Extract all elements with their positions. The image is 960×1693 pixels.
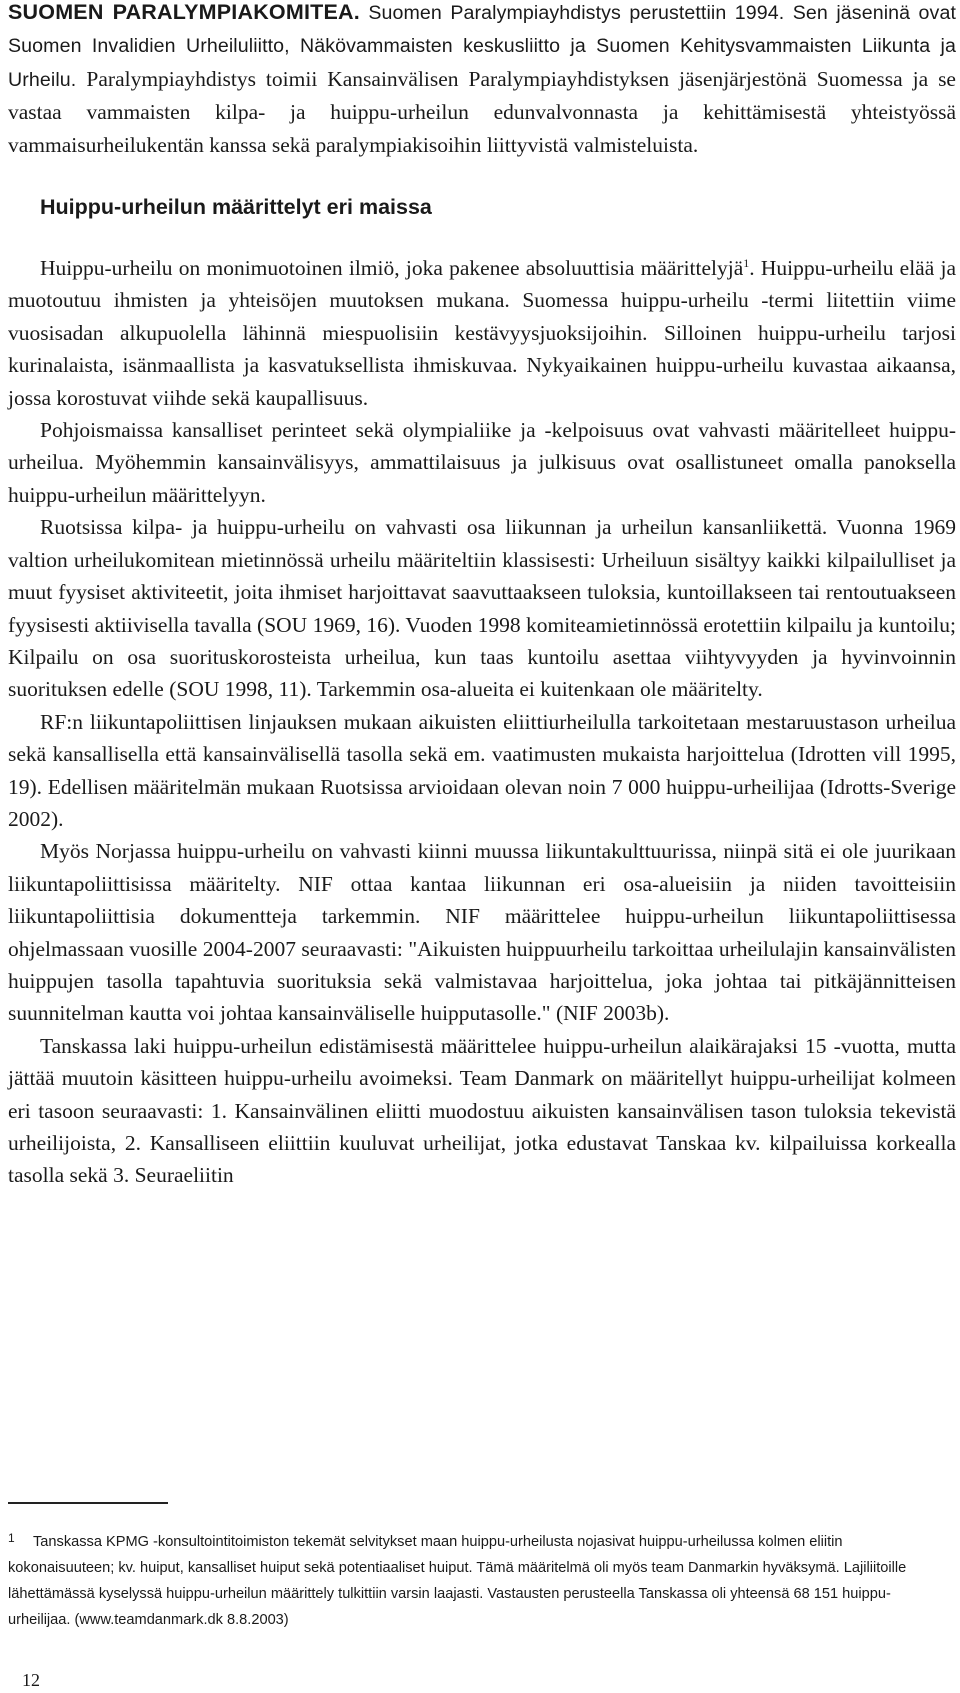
paragraph-1-text-a: Huippu-urheilu on monimuotoinen ilmiö, joka pakenee absoluuttisia määrittelyjä <box>40 256 744 281</box>
paragraph-5: Myös Norjassa huippu-urheilu on vahvasti kiinni muussa liikuntakulttuurissa, niinpä sitä ei ole juurikaan liikuntapoliittisissa määritelty. NIF ottaa kantaa liikunnan eri osa-alueisiin ja niiden tavoitteisiin liikuntapoliittisia dokumentteja tarkemmin. NIF määrittelee huippu-urheilun liikuntapoliittisessa ohjelmassaan vuosille 2004-2007 seuraavasti: "Aikuisten huippuurheilu tarkoittaa urheilulajin kansainvälisten huippujen tasolla tapahtuvia suorituksia sekä valmistavaa harjoittelua, joka johtaa tai pitkäjännitteisen suunnitelman kautta voi johtaa kansainväliselle huipputasolle." (NIF 2003b). <box>8 839 956 1026</box>
footnote-divider <box>8 1502 168 1504</box>
paragraph-6: Tanskassa laki huippu-urheilun edistämisestä määrittelee huippu-urheilun alaikärajaksi 15 -vuotta, mutta jättää muutoin käsitteen huippu-urheilu avoimeksi. Team Danmark on määritellyt huippu-urheilijat kolmeen eri tasoon seuraavasti: 1. Kansainvälinen eliitti muodostuu aikuisten kansainvälisen tason tuloksia tekevistä urheilijoista, 2. Kansalliseen eliittiin kuuluvat urheilijat, jotka edustavat Tanskaa kv. kilpailuissa korkealla tasolla sekä 3. Seuraeliitin <box>8 1033 956 1188</box>
section-lead: SUOMEN PARALYMPIAKOMITEA. <box>8 0 360 24</box>
footnote-number: 1 <box>8 1531 15 1545</box>
paragraph-2: Pohjoismaissa kansalliset perinteet sekä olympialiike ja -kelpoisuus ovat vahvasti määritelleet huippu-urheilua. Myöhemmin kansainvälisyys, ammattilaisuus ja julkisuus ovat osallistuneet omalla panoksella huippu-urheilun määrittelyyn. <box>8 418 956 507</box>
paragraph-1-text-b: . Huippu-urheilu elää ja muotoutuu ihmisten ja yhteisöjen muutoksen mukana. Suomessa huippu-urheilu -termi liitettiin viime vuosisadan alkupuolella lähinnä miespuolisiin kestävyysjuoksijoihin. Silloinen huippu-urheilu tarjosi kurinalaista, isänmaallista ja kasvatuksellista ihmiskuvaa. Nykyaikainen huippu-urheilu kuvastaa aikaansa, jossa korostuvat viihde sekä kaupallisuus. <box>8 256 956 410</box>
footnote-reference: 1 <box>743 255 750 270</box>
intro-text-serif: Paralympiayhdistys toimii Kansainvälisen Paralympiayhdistyksen jäsenjärjestönä Suomessa ja se vastaa vammaisten kilpa- ja huippu-urheilun edunvalvonnasta ja kehittämisestä yhteistyössä vammaisurheilukentän kanssa sekä paralympiakisoihin liittyvistä valmisteluista. <box>8 66 956 157</box>
footnote <box>8 1525 948 1633</box>
page-number: 12 <box>22 1670 40 1690</box>
intro-text-sans: Suomen Paralympiayhdistys perustettiin 1994. Sen jäseninä ovat Suomen Invalidien Urheiluliitto, Näkövammaisten keskusliitto ja Suomen Kehitysvammaisten Liikunta ja Urheilu. <box>8 2 956 91</box>
paragraph-4: RF:n liikuntapoliittisen linjauksen mukaan aikuisten eliittiurheilulla tarkoitetaan mestaruustason urheilua sekä kansallisella että kansainvälisellä tasolla sekä em. vaatimusten mukaista harjoittelua (Idrotten vill 1995, 19). Edellisen määritelmän mukaan Ruotsissa arvioidaan olevan noin 7 000 huippu-urheilijaa (Idrotts-Sverige 2002). <box>8 709 956 831</box>
paragraph-3: Ruotsissa kilpa- ja huippu-urheilu on vahvasti osa liikunnan ja urheilun kansanliikettä. Vuonna 1969 valtion urheilukomitean mietinnössä urheilu määriteltiin klassisesti: Urheiluun sisältyy kaikki kilpailulliset ja muut fyysiset aktiviteetit, joita ihmiset harjoittavat saavuttaakseen tuloksia, kuntoillakseen tai rentoutuakseen fyysisesti aktiivisella tavalla (SOU 1969, 16). Vuoden 1998 komiteamietinnössä erotettiin kilpailu ja kuntoilu; Kilpailu on osa suorituskorosteista urheilua, kun taas kuntoilu asettaa viihtyvyyden ja hyvinvoinnin suorituksen edelle (SOU 1998, 11). Tarkemmin osa-alueita ei kuitenkaan ole määritelty. <box>8 515 956 702</box>
intro-paragraph <box>8 0 956 161</box>
section-heading: Huippu-urheilun määrittelyt eri maissa <box>40 195 432 220</box>
body-text <box>8 0 956 1192</box>
paragraph-1 <box>8 252 956 414</box>
footnote-text: Tanskassa KPMG -konsultointitoimiston tekemät selvitykset maan huippu-urheilusta nojasivat huippu-urheilussa kolmen eliitin kokonaisuuteen; kv. huiput, kansalliset huiput sekä potentiaaliset huiput. Tämä määritelmä oli myös team Danmarkin hyväksymä. Lajiliitoille lähettämässä kyselyssä huippu-urheilun määrittely tulkittiin varsin laajasti. Vastausten perusteella Tanskassa oli yhteensä 68 151 huippu-urheilijaa. (www.teamdanmark.dk 8.8.2003) <box>8 1534 907 1628</box>
